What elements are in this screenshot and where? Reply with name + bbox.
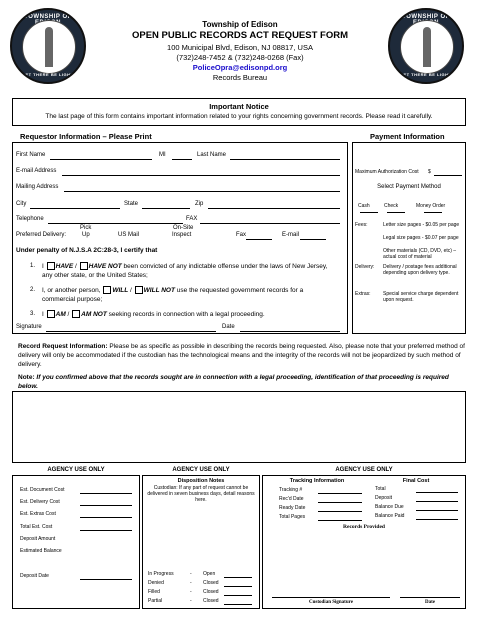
- tracking-field[interactable]: [318, 493, 362, 494]
- statue-figure: [45, 27, 53, 67]
- fee-letter: Letter size pages - $0.05 per page: [383, 222, 460, 228]
- record-request-info: [18, 342, 466, 369]
- item3-i: I: [42, 311, 44, 318]
- cash-option[interactable]: Cash: [358, 203, 370, 209]
- record-request-textarea[interactable]: [12, 391, 466, 463]
- inspect-option[interactable]: Inspect: [172, 232, 192, 238]
- record-request-text: Please be as specific as possible in describing the records being requested. Also, please note that your preferred method of delivery will only be accommodated if the custodian has the technological means and the integrity of the records will not be jeopardized by such method of delivery.: [18, 343, 465, 368]
- last-name-field[interactable]: [230, 159, 340, 160]
- agency-cost-label: Deposit Date: [20, 573, 49, 579]
- status-label: Denied: [148, 580, 164, 586]
- item1-number: 1.: [30, 263, 36, 269]
- final-cost-label: Balance Due: [375, 504, 404, 510]
- fees-label: Fees:: [355, 222, 368, 228]
- final-cost-label: Balance Paid: [375, 513, 405, 519]
- have-checkbox[interactable]: [47, 262, 55, 270]
- notice-title: Important Notice: [209, 102, 269, 111]
- final-cost-field[interactable]: [416, 501, 458, 502]
- final-cost-title: Final Cost: [402, 478, 430, 484]
- money-order-option[interactable]: Money Order: [416, 203, 446, 209]
- tracking-label: Total Pages: [279, 514, 306, 520]
- seal-center: [400, 20, 454, 74]
- status-value-field[interactable]: [224, 586, 252, 587]
- fax-option[interactable]: Fax: [236, 232, 247, 238]
- status-value: Closed: [203, 580, 219, 586]
- seal-center: [22, 20, 76, 74]
- email-field[interactable]: [62, 175, 340, 176]
- pick-label: Pick: [80, 225, 92, 231]
- custodian-date-field[interactable]: [400, 597, 460, 598]
- important-notice-box: [12, 98, 466, 126]
- last-name-label: Last Name: [197, 152, 227, 158]
- tracking-title: Tracking Information: [289, 478, 345, 484]
- fee-legal: Legal size pages - $0.07 per page: [383, 235, 459, 241]
- check-option[interactable]: Check: [384, 203, 399, 209]
- date-field[interactable]: [240, 331, 340, 332]
- city-label: City: [16, 201, 27, 207]
- record-request-label: Record Request Information:: [18, 343, 108, 350]
- status-dash: -: [190, 598, 192, 604]
- status-value: Open: [203, 571, 216, 577]
- township-seal-left: [10, 8, 86, 84]
- agency-cost-field[interactable]: [80, 517, 132, 518]
- will-label: WILL: [112, 287, 129, 294]
- status-value-field[interactable]: [224, 604, 252, 605]
- have-label: HAVE: [55, 263, 74, 270]
- seal-bottom-text: LET THERE BE LIGHT: [22, 72, 74, 77]
- township-seal-right: [388, 8, 464, 84]
- item3-rest: seeking records in connection with a legal proceeding.: [108, 311, 265, 318]
- max-auth-field[interactable]: [434, 175, 462, 176]
- signature-field[interactable]: [46, 331, 216, 332]
- final-cost-field[interactable]: [416, 519, 458, 520]
- state-field[interactable]: [142, 208, 190, 209]
- agency-costs-box: [12, 475, 140, 609]
- status-label: Partial: [148, 598, 163, 604]
- fee-other: Other materials (CD, DVD, etc) – actual cost of material: [383, 248, 457, 260]
- email-link[interactable]: PoliceOpra@edisonpd.org: [192, 63, 288, 72]
- records-provided-label: Records Provided: [343, 524, 385, 530]
- note-text: If you confirmed above that the records sought are in connection with a legal proceeding, identification of that proceeding is required below.: [18, 374, 449, 390]
- tracking-label: Rec'd Date: [279, 496, 304, 502]
- delivery-label: Delivery:: [355, 264, 375, 270]
- mailing-label: Mailing Address: [16, 184, 59, 190]
- email-option[interactable]: E-mail: [282, 232, 300, 238]
- township-name: Township of Edison: [202, 20, 278, 29]
- fax-label: FAX: [186, 216, 198, 222]
- item2-number: 2.: [30, 287, 36, 293]
- zip-label: Zip: [195, 201, 204, 207]
- custodian-date-label: Date: [425, 600, 435, 605]
- final-cost-field[interactable]: [416, 510, 458, 511]
- pickup-option[interactable]: Up: [82, 232, 90, 238]
- final-cost-label: Total: [375, 486, 386, 492]
- mailing-field[interactable]: [64, 191, 340, 192]
- item3-number: 3.: [30, 311, 36, 317]
- will-not-label: WILL NOT: [143, 287, 175, 294]
- tracking-field[interactable]: [318, 502, 362, 503]
- agency-cost-field[interactable]: [80, 579, 132, 580]
- phone: (732)248-7452 & (732)248-0268 (Fax): [176, 53, 304, 62]
- agency-head-3: AGENCY USE ONLY: [335, 467, 393, 473]
- status-value: Closed: [203, 598, 219, 604]
- mi-label: MI: [159, 152, 166, 158]
- onsite-label: On-Site: [173, 225, 194, 231]
- agency-cost-label: Est. Delivery Cost: [20, 499, 60, 505]
- address: 100 Municipal Blvd, Edison, NJ 08817, USA: [167, 43, 313, 52]
- seal-bottom-text: LET THERE BE LIGHT: [400, 72, 452, 77]
- agency-head-2: AGENCY USE ONLY: [172, 467, 230, 473]
- agency-cost-field[interactable]: [80, 493, 132, 494]
- have-not-label: HAVE NOT: [88, 263, 122, 270]
- telephone-field[interactable]: [48, 223, 183, 224]
- status-label: In Progress: [148, 571, 174, 577]
- city-field[interactable]: [30, 208, 120, 209]
- status-dash: -: [190, 580, 192, 586]
- am-not-checkbox[interactable]: [72, 310, 80, 318]
- form-title: OPEN PUBLIC RECORDS ACT REQUEST FORM: [131, 30, 349, 41]
- statue-figure: [423, 27, 431, 67]
- tracking-label: Tracking #: [279, 487, 303, 493]
- legal-note: [18, 373, 466, 391]
- first-name-label: First Name: [16, 152, 46, 158]
- seal-top-text: TOWNSHIP OF: [24, 14, 72, 20]
- email-label: E-mail Address: [16, 168, 57, 174]
- date-label: Date: [222, 324, 235, 330]
- zip-field[interactable]: [208, 208, 340, 209]
- have-not-checkbox[interactable]: [80, 262, 88, 270]
- note-label: Note:: [18, 374, 35, 381]
- tracking-label: Ready Date: [279, 505, 306, 511]
- signature-label: Signature: [16, 324, 42, 330]
- extras-label: Extras:: [355, 291, 371, 297]
- item2-rest: use the requested government records for a commercial purpose;: [42, 287, 304, 303]
- status-value-field[interactable]: [224, 595, 252, 596]
- preferred-delivery-label: Preferred Delivery:: [16, 232, 67, 238]
- agency-cost-label: Est. Document Cost: [20, 487, 65, 493]
- status-value-field[interactable]: [224, 577, 252, 578]
- money-order-box[interactable]: [424, 212, 442, 213]
- item1-text: I HAVE / HAVE NOT been convicted of any indictable offense under the laws of New Jersey, any other state, or the United States;: [42, 263, 328, 279]
- item1-i: I: [42, 263, 44, 270]
- mi-field[interactable]: [172, 159, 192, 160]
- am-label: AM: [55, 311, 66, 318]
- dollar-sign: $: [428, 169, 431, 175]
- agency-cost-label: Est. Extras Cost: [20, 511, 56, 517]
- disposition-title: Disposition Notes: [177, 478, 225, 484]
- first-name-field[interactable]: [50, 159, 152, 160]
- status-dash: -: [190, 589, 192, 595]
- payment-section-title: Payment Information: [370, 132, 445, 141]
- agency-cost-field[interactable]: [80, 530, 132, 531]
- telephone-label: Telephone: [16, 216, 44, 222]
- select-payment-label: Select Payment Method: [377, 184, 441, 190]
- requestor-section-title: Requestor Information – Please Print: [20, 132, 152, 141]
- extras-text: Special service charge dependent upon request.: [383, 291, 459, 303]
- requestor-box: [12, 142, 348, 334]
- agency-cost-label: Estimated Balance: [20, 548, 62, 554]
- custodian-signature-label: Custodian Signature: [309, 600, 353, 605]
- disposition-text: Custodian: If any part of request cannot be delivered in seven business days, detail reasons here.: [147, 485, 255, 503]
- agency-cost-label: Deposit Amount: [20, 536, 56, 542]
- email-option-field[interactable]: [300, 239, 326, 240]
- tracking-field[interactable]: [318, 520, 362, 521]
- status-dash: -: [190, 571, 192, 577]
- seal-top-text: TOWNSHIP OF: [402, 14, 450, 20]
- usmail-option[interactable]: US Mail: [118, 232, 140, 238]
- fax-field[interactable]: [200, 223, 340, 224]
- final-cost-field[interactable]: [416, 492, 458, 493]
- bureau: Records Bureau: [212, 73, 268, 82]
- state-label: State: [124, 201, 139, 207]
- will-not-checkbox[interactable]: [135, 286, 143, 294]
- agency-cost-field[interactable]: [80, 505, 132, 506]
- item3-text: I AM / AM NOT seeking records in connection with a legal proceeding.: [42, 311, 265, 318]
- status-value: Closed: [203, 589, 219, 595]
- penalty-statement: Under penalty of N.J.S.A 2C:28-3, I certify that: [16, 247, 158, 254]
- am-not-label: AM NOT: [81, 311, 107, 318]
- agency-cost-label: Total Est. Cost: [20, 524, 53, 530]
- final-cost-label: Deposit: [375, 495, 392, 501]
- notice-text: The last page of this form contains important information related to your rights concerning government records. Please read it carefully.: [45, 113, 433, 120]
- custodian-signature-field[interactable]: [272, 597, 390, 598]
- item1-rest: been convicted of any indictable offense under the laws of New Jersey, any other state, or the United States;: [42, 263, 328, 279]
- cash-box[interactable]: [360, 212, 378, 213]
- am-checkbox[interactable]: [47, 310, 55, 318]
- delivery-text: Delivery / postage fees additional depending upon delivery type.: [383, 264, 457, 276]
- will-checkbox[interactable]: [103, 286, 111, 294]
- fax-option-field[interactable]: [246, 239, 272, 240]
- item2-prefix: I, or another person,: [42, 287, 101, 294]
- tracking-field[interactable]: [318, 511, 362, 512]
- check-box[interactable]: [387, 212, 405, 213]
- status-label: Filled: [148, 589, 160, 595]
- item2-text: I, or another person, WILL / WILL NOT use the requested government records for a commercial purpose;: [42, 287, 304, 303]
- agency-head-1: AGENCY USE ONLY: [47, 467, 105, 473]
- max-auth-label: Maximum Authorization Cost: [355, 169, 419, 175]
